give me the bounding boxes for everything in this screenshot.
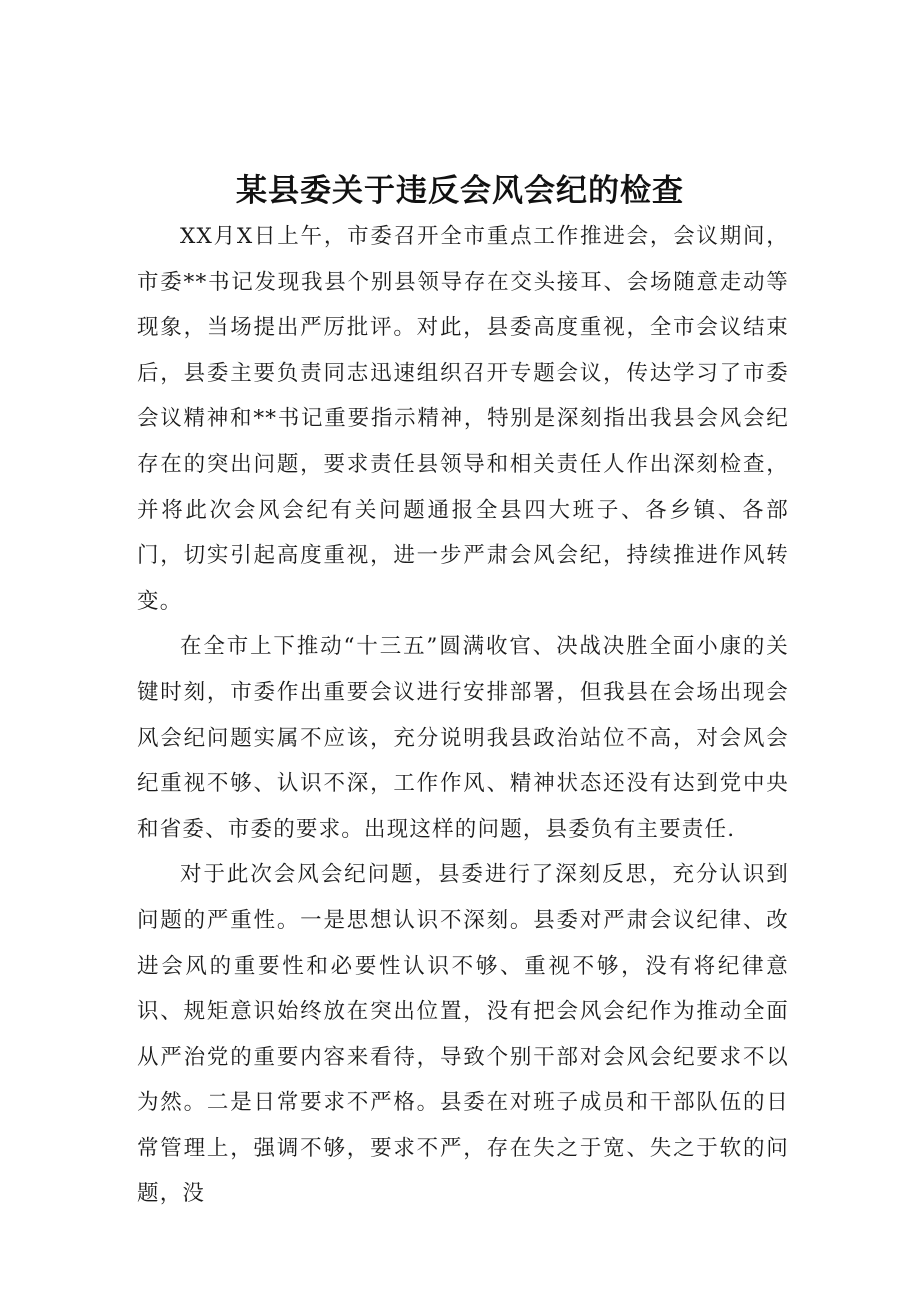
document-body: [137, 214, 789, 1217]
paragraph-2: 在全市上下推动“十三五”圆满收官、决战决胜全面小康的关键时刻，市委作出重要会议进行安排部署，但我县在会场出现会风会纪问题实属不应该，充分说明我县政治站位不高，对会风会纪重视不够、认识不深，工作作风、精神状态还没有达到党中央和省委、市委的要求。出现这样的问题，县委负有主要责任.: [137, 634, 789, 842]
document-title: 某县委关于违反会风会纪的检查: [236, 172, 684, 209]
paragraph-1: XX月X日上午，市委召开全市重点工作推进会，会议期间，市委**书记发现我县个别县领导存在交头接耳、会场随意走动等现象，当场提出严厉批评。对此，县委高度重视，全市会议结束后，县委主要负责同志迅速组织召开专题会议，传达学习了市委会议精神和**书记重要指示精神，特别是深刻指出我县会风会纪存在的突出问题，要求责任县领导和相关责任人作出深刻检查，并将此次会风会纪有关问题通报全县四大班子、各乡镇、各部门，切实引起高度重视，进一步严肃会风会纪，持续推进作风转变。: [137, 224, 789, 614]
paragraph-3: 对于此次会风会纪问题，县委进行了深刻反思，充分认识到问题的严重性。一是思想认识不深刻。县委对严肃会议纪律、改进会风的重要性和必要性认识不够、重视不够，没有将纪律意识、规矩意识始终放在突出位置，没有把会风会纪作为推动全面从严治党的重要内容来看待，导致个别干部对会风会纪要求不以为然。二是日常要求不严格。县委在对班子成员和干部队伍的日常管理上，强调不够，要求不严，存在失之于宽、失之于软的问题，没: [137, 862, 789, 1207]
